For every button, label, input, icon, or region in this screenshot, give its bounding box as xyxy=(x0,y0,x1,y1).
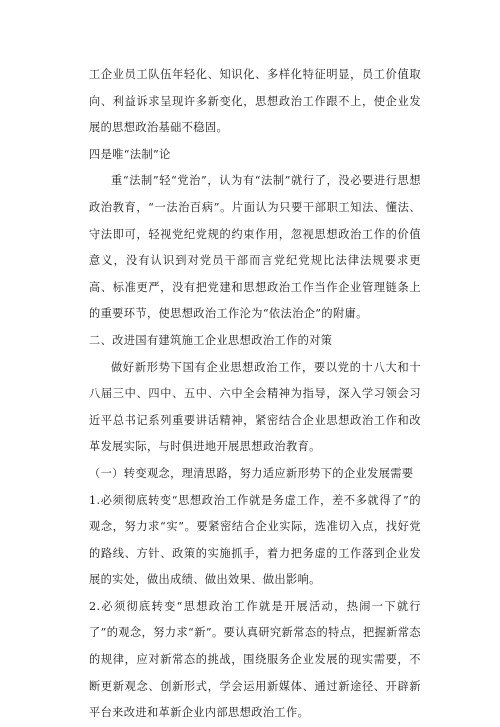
paragraph-legalism: 重“法制”轻“党治”，认为有“法制”就行了，没必要进行思想政治教育，“一法治百病”。片面认为只要干部职工知法、懂法、守法即可，轻视党纪党规的约束作用，忽视思想政治工作的价值意义，没有认识到对党员干部而言党纪党规比法律法规要求更高、标准更严，没有把党建和思想政治工作当作企业管理链条上的重要环节，使思想政治工作沦为“依法治企”的附庸。 xyxy=(89,174,421,321)
paragraph-continuation: 工企业员工队伍年轻化、知识化、多样化特征明显，员工价值取向、利益诉求呈现许多新变化，思想政治工作跟不上，使企业发展的思想政治基础不稳固。 xyxy=(89,68,421,135)
heading-fourth-point: 四是唯“法制”论 xyxy=(89,147,171,161)
paragraph-intro-countermeasures: 做好新形势下国有企业思想政治工作，要以党的十八大和十八届三中、四中、五中、六中全会精神为指导，深入学习领会习近平总书记系列重要讲话精神，紧密结合企业思想政治工作和改革发展实际，与时俱进地开展思想政治教育。 xyxy=(89,360,421,454)
subheading-one: （一）转变观念，理清思路，努力适应新形势下的企业发展需要 xyxy=(89,466,414,480)
section-heading-two: 二、改进国有建筑施工企业思想政治工作的对策 xyxy=(89,333,333,347)
paragraph-point-two: 2.必须彻底转变“思想政治工作就是开展活动，热闹一下就行了”的观念，努力求“新”。要认真研究新常态的特点，把握新常态的规律，应对新常态的挑战，围绕服务企业发展的现实需要，不断更新观念、创新形式，学会运用新媒体、通过新途径、开辟新平台来改进和革新企业内部思想政治工作。 xyxy=(89,599,421,720)
paragraph-point-one: 1.必须彻底转变“思想政治工作就是务虚工作，差不多就得了”的观念，努力求“实”。要紧密结合企业实际，选准切入点，找好党的路线、方针、政策的实施抓手，着力把务虚的工作落到企业发展的实处，做出成绩、做出效果、做出影响。 xyxy=(89,493,421,587)
document-body xyxy=(89,62,421,727)
